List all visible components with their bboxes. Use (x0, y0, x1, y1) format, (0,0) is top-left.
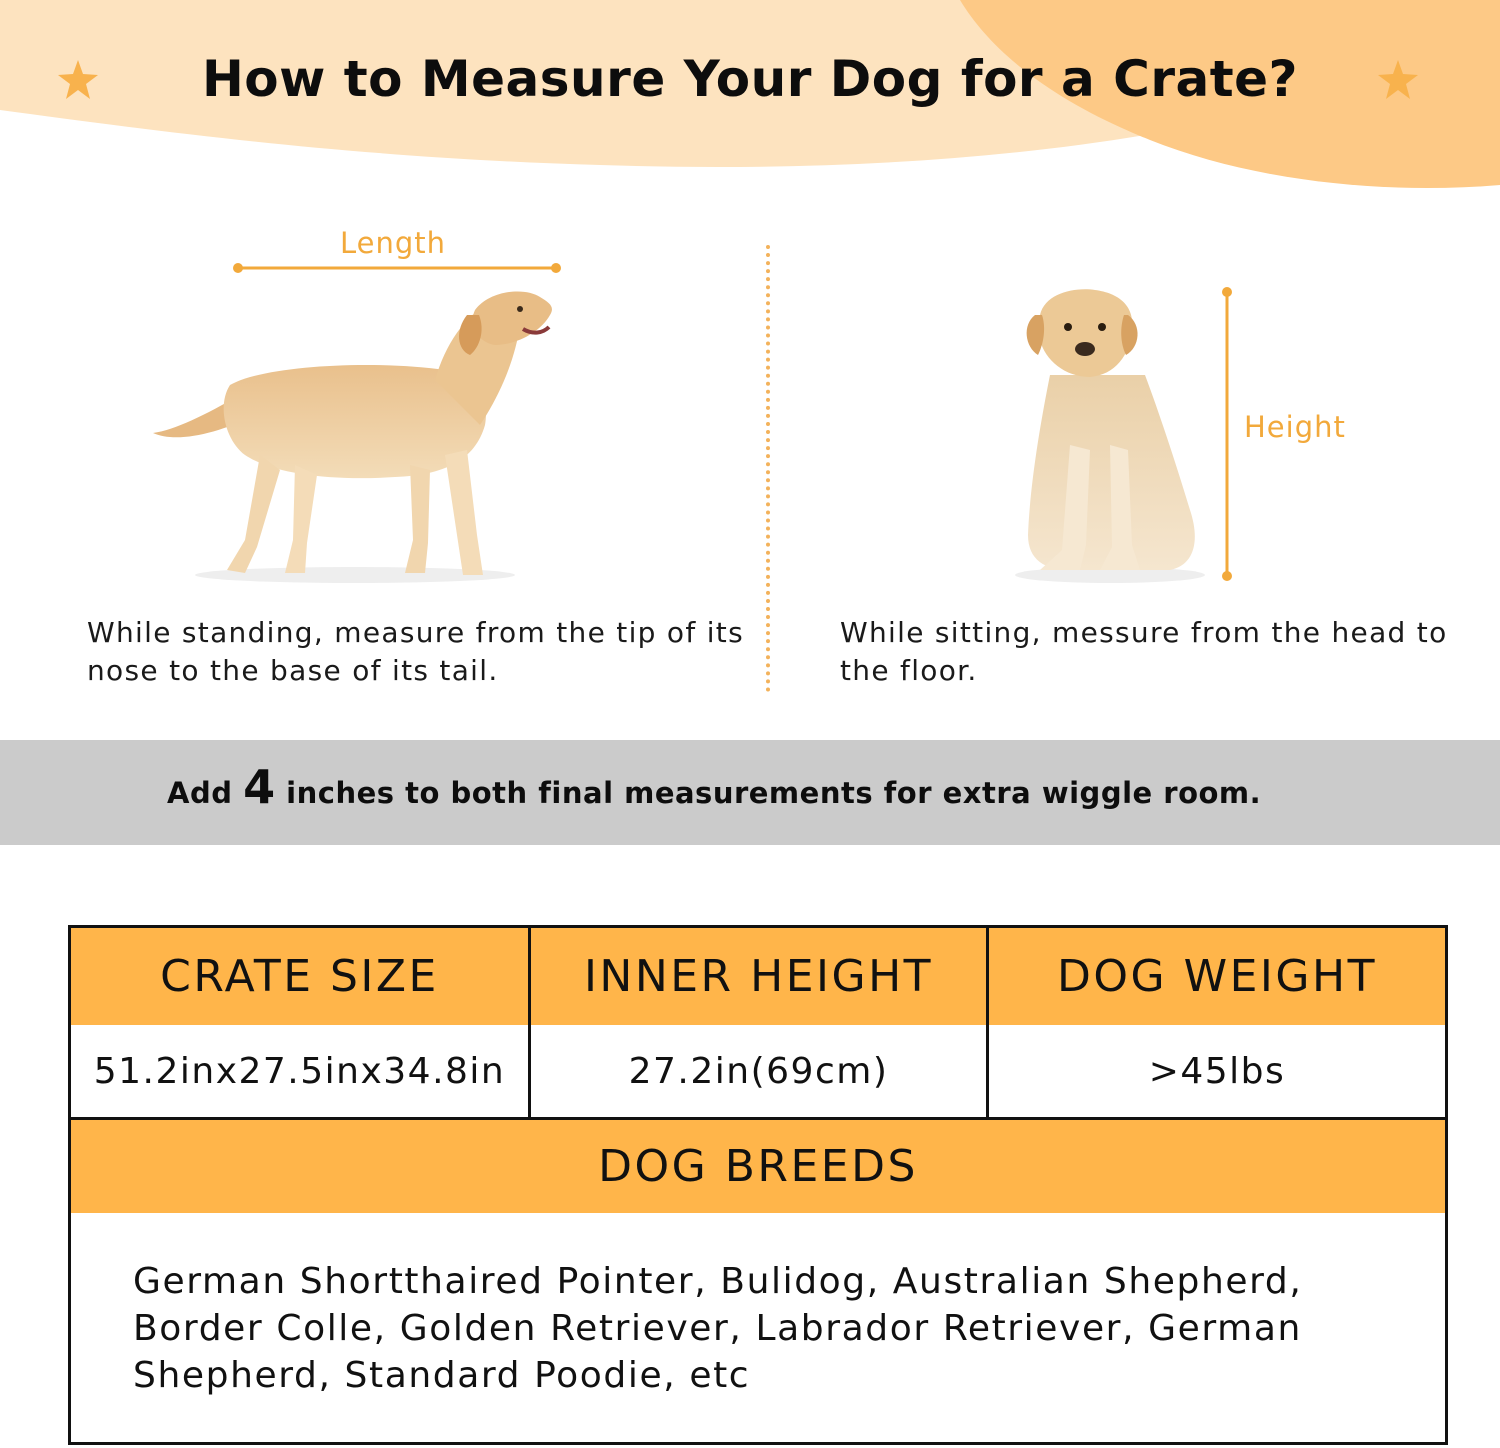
tip-number: 4 (243, 760, 276, 814)
inner-height-value: 27.2in(69cm) (628, 1051, 889, 1092)
length-label: Length (340, 226, 447, 260)
header-dog-breeds: DOG BREEDS (71, 1120, 1445, 1213)
header-dog-weight: DOG WEIGHT (989, 928, 1445, 1025)
height-measure-line (1218, 284, 1236, 584)
tip-banner-text (167, 760, 1261, 814)
table-divider (528, 928, 531, 1118)
size-table (68, 925, 1448, 1445)
table-divider (986, 928, 989, 1118)
dog-weight-value: >45lbs (1148, 1051, 1286, 1092)
crate-size-value: 51.2inx27.5inx34.8in (93, 1051, 506, 1092)
header-inner-height: INNER HEIGHT (531, 928, 986, 1025)
section-divider (766, 245, 770, 692)
star-icon (1376, 58, 1420, 102)
header-crate-size: CRATE SIZE (71, 928, 528, 1025)
sitting-dog-image (1000, 285, 1210, 585)
standing-caption: While standing, measure from the tip of its nose to the base of its tail. (87, 616, 744, 687)
sitting-caption: While sitting, messure from the head to the floor. (840, 616, 1448, 687)
height-label: Height (1244, 410, 1346, 444)
tip-suffix: inches to both final measurements for extra wiggle room. (275, 776, 1262, 810)
dog-breeds-list: German Shortthaired Pointer, Bulidog, Australian Shepherd, Border Colle, Golden Retriever, Labrador Retriever, German Shepherd, Standard Poodie, etc (133, 1261, 1303, 1396)
page-title: How to Measure Your Dog for a Crate? (201, 50, 1299, 108)
standing-dog-image (145, 285, 565, 590)
length-measure-line (230, 260, 564, 276)
tip-prefix: Add (167, 776, 244, 810)
